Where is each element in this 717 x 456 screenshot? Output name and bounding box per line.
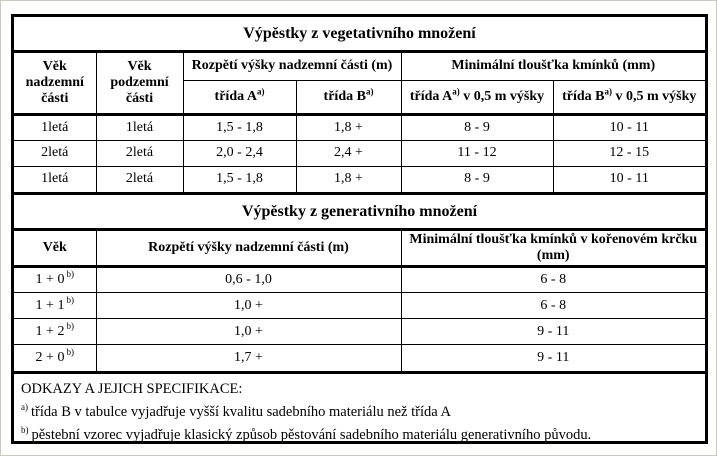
cell-age-above: 2letá xyxy=(14,140,96,166)
generative-row-4 xyxy=(14,345,705,371)
cell-age-above: 1letá xyxy=(14,166,96,192)
cell-age-above: 1letá xyxy=(14,114,96,140)
cell-thick-a: 11 - 12 xyxy=(401,140,553,166)
cell-age xyxy=(14,319,96,345)
cell-age-below: 1letá xyxy=(96,114,183,140)
header-class-a-05m xyxy=(401,80,553,114)
cell-class-a: 1,5 - 1,8 xyxy=(183,114,296,140)
cell-age-sup: b) xyxy=(66,269,74,280)
cell-thickness: 6 - 8 xyxy=(401,267,705,293)
cell-age-sup: b) xyxy=(66,294,74,305)
cell-thickness: 6 - 8 xyxy=(401,293,705,319)
generative-row-2 xyxy=(14,293,705,319)
header-class-b-05m xyxy=(553,80,705,114)
header-class-a-sup: a) xyxy=(256,85,265,96)
footnote-b-text: pěstební vzorec vyjadřuje klasický způsob pěstování sadebního materiálu generativního původu. xyxy=(31,426,592,443)
header-class-b-05m-post: v 0,5 m výšky xyxy=(611,88,697,104)
header-class-a-05m-sup: a) xyxy=(452,85,460,96)
generative-section-title xyxy=(14,192,705,231)
cell-age-text: 1 + 1 xyxy=(35,297,65,313)
cell-class-b: 2,4 + xyxy=(296,140,401,166)
vegetative-title-text: Výpěstky z vegetativního množení xyxy=(243,24,476,42)
cell-age-sup: b) xyxy=(66,347,74,358)
cell-thick-b: 12 - 15 xyxy=(553,140,705,166)
header-class-b-05m-pre: třída B xyxy=(562,88,605,104)
footnote-b xyxy=(21,425,698,446)
header-age: Věk xyxy=(14,231,96,267)
table-frame xyxy=(11,14,708,444)
header-min-thickness-group: Minimální tloušťka kmínků (mm) xyxy=(401,53,705,80)
cell-age xyxy=(14,293,96,319)
header-class-a-05m-pre: třída A xyxy=(409,88,453,104)
header-age-above-ground: Věk nadzemní části xyxy=(14,53,96,114)
header-class-a-text: třída A xyxy=(214,88,257,104)
header-class-a-05m-post: v 0,5 m výšky xyxy=(459,88,545,104)
cell-age xyxy=(14,345,96,371)
cell-height: 0,6 - 1,0 xyxy=(96,267,401,293)
generative-row-3 xyxy=(14,319,705,345)
header-class-b-text: třída B xyxy=(323,88,366,104)
cell-age-text: 1 + 2 xyxy=(35,323,65,339)
footnotes-block xyxy=(14,371,705,450)
cell-age-below: 2letá xyxy=(96,166,183,192)
vegetative-row-1 xyxy=(14,114,705,140)
cell-thick-a: 8 - 9 xyxy=(401,114,553,140)
cell-height: 1,0 + xyxy=(96,319,401,345)
vegetative-section-title xyxy=(14,17,705,53)
header-height-range-group: Rozpětí výšky nadzemní části (m) xyxy=(183,53,401,80)
footnotes-heading: ODKAZY A JEJICH SPECIFIKACE: xyxy=(21,380,243,397)
header-class-b-05m-sup: a) xyxy=(604,85,612,96)
header-class-b xyxy=(296,80,401,114)
generative-table xyxy=(14,231,705,371)
footnote-a-text: třída B v tabulce vyjadřuje vyšší kvalitu sadebního materiálu než třída A xyxy=(31,403,451,420)
vegetative-table xyxy=(14,53,705,192)
cell-age-sup: b) xyxy=(66,320,74,331)
footnote-a-marker: a) xyxy=(21,401,28,412)
cell-thick-b: 10 - 11 xyxy=(553,166,705,192)
footnote-b-marker: b) xyxy=(21,424,29,435)
cell-class-a: 1,5 - 1,8 xyxy=(183,166,296,192)
footnote-a xyxy=(21,402,698,423)
generative-title-text: Výpěstky z generativního množení xyxy=(241,202,478,220)
cell-thick-a: 8 - 9 xyxy=(401,166,553,192)
header-age-below-ground: Věk podzemní části xyxy=(96,53,183,114)
header-class-a xyxy=(183,80,296,114)
cell-age-below: 2letá xyxy=(96,140,183,166)
cell-age-text: 1 + 0 xyxy=(35,272,65,287)
cell-age-text: 2 + 0 xyxy=(35,349,65,365)
header-height-range: Rozpětí výšky nadzemní části (m) xyxy=(96,231,401,267)
cell-class-a: 2,0 - 2,4 xyxy=(183,140,296,166)
header-min-thickness-root-collar: Minimální tloušťka kmínků v kořenovém krčku (mm) xyxy=(401,231,705,267)
cell-height: 1,0 + xyxy=(96,293,401,319)
cell-class-b: 1,8 + xyxy=(296,114,401,140)
cell-height: 1,7 + xyxy=(96,345,401,371)
generative-row-1 xyxy=(14,267,705,293)
vegetative-row-2 xyxy=(14,140,705,166)
vegetative-row-3 xyxy=(14,166,705,192)
cell-thickness: 9 - 11 xyxy=(401,345,705,371)
cell-class-b: 1,8 + xyxy=(296,166,401,192)
cell-thick-b: 10 - 11 xyxy=(553,114,705,140)
header-class-b-sup: a) xyxy=(365,85,374,96)
cell-age xyxy=(14,267,96,293)
cell-thickness: 9 - 11 xyxy=(401,319,705,345)
